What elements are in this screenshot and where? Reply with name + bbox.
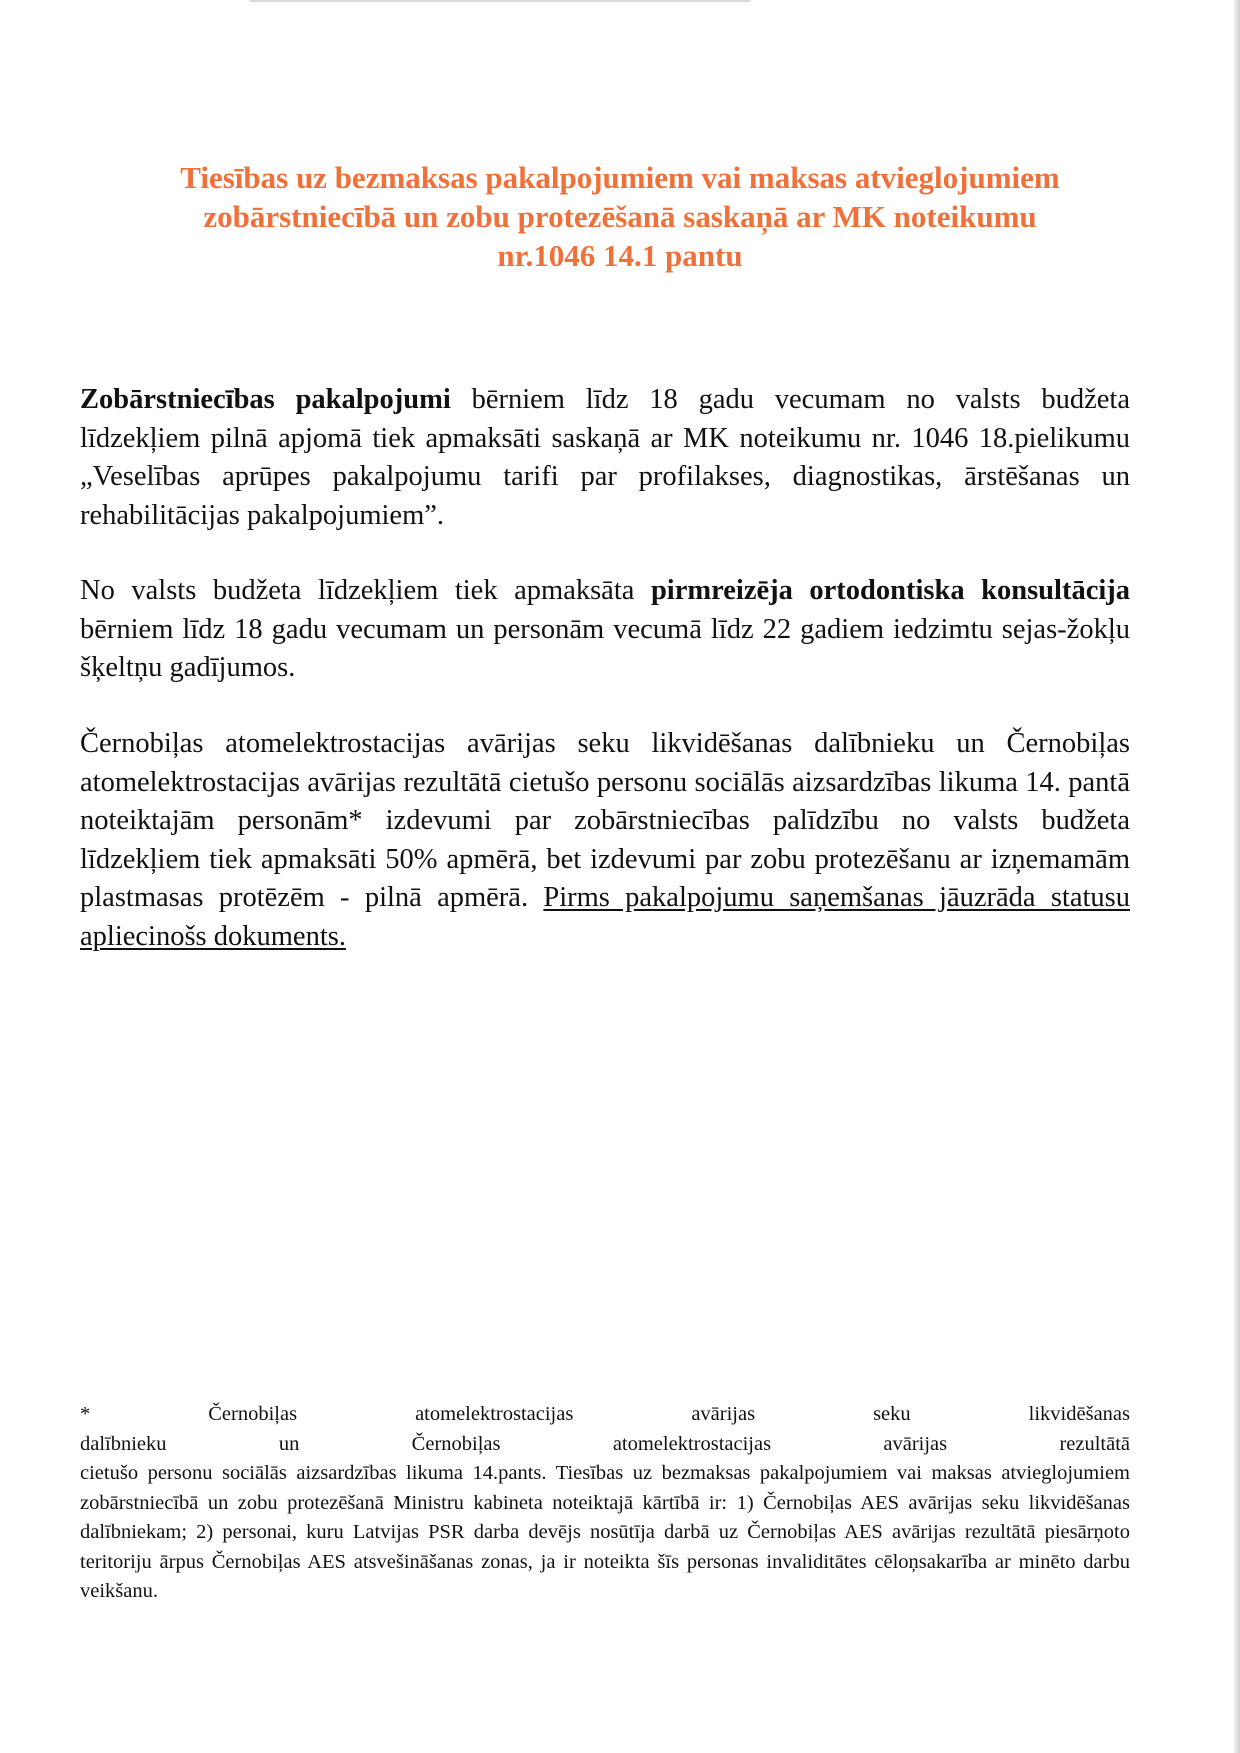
paragraph-chernobyl-persons <box>80 725 1130 956</box>
footnote-word: un <box>278 1432 300 1455</box>
title-line-1: Tiesības uz bezmaksas pakalpojumiem vai maksas atvieglojumiem <box>180 160 1060 195</box>
footnote-word: dalībnieku <box>80 1432 167 1455</box>
paragraph1-text: bērniem līdz 18 gadu vecumam no valsts budžeta līdzekļiem pilnā apjomā tiek apmaksāti saskaņā ar MK noteikumu nr. 1046 18.pielikumu „Veselības aprūpes pakalpojumu tarifi par profilakses, diagnostikas, ārstēšanas un rehabilitācijas pakalpojumiem”. <box>80 384 1130 531</box>
footnote-word: rezultātā <box>1059 1432 1130 1455</box>
paragraph1-bold-heading: Zobārstniecības pakalpojumi <box>80 384 451 415</box>
footnote-word: avārijas <box>691 1403 756 1425</box>
footnote-word: atomelektrostacijas <box>415 1403 574 1425</box>
footnote-word: avārijas <box>883 1432 948 1455</box>
footnote-word: seku <box>873 1403 911 1425</box>
title-line-2: zobārstniecībā un zobu protezēšanā saskaņā ar MK noteikumu <box>203 199 1037 234</box>
footnote-word: likvidēšanas <box>1028 1403 1130 1425</box>
paragraph3-text: Černobiļas atomelektrostacijas avārijas seku likvidēšanas dalībnieku un Černobiļas atomelektrostacijas avārijas rezultātā cietušo personu sociālās aizsardzības likuma 14. pantā noteiktajām personām* izdevumi par zobārstniecības palīdzību no valsts budžeta līdzekļiem tiek apmaksāti 50% apmērā, bet izdevumi par zobu protezēšanu ar izņemamām plastmasas protēzēm - pilnā apmērā. <box>80 728 1130 913</box>
footnote-asterisk: * <box>80 1403 91 1425</box>
paragraph-dental-services-children <box>80 381 1130 535</box>
document-title <box>60 158 1180 275</box>
footnote-word: Černobiļas <box>411 1432 501 1455</box>
footnote-line-1 <box>80 1400 1130 1430</box>
paragraph-orthodontic-consultation <box>80 572 1130 688</box>
footnote-line-2 <box>80 1430 1130 1460</box>
paragraph3-underlined-note: Pirms pakalpojumu saņemšanas jāuzrāda statusu apliecinošs dokuments. <box>80 882 1130 952</box>
footnote-word: Černobiļas <box>208 1403 298 1425</box>
paragraph2-text-start: No valsts budžeta līdzekļiem tiek apmaksāta <box>80 575 651 606</box>
paragraph2-text-end: bērniem līdz 18 gadu vecumam un personām vecumā līdz 22 gadiem iedzimtu sejas-žokļu šķeltņu gadījumos. <box>80 613 1130 683</box>
footnote <box>80 1400 1130 1607</box>
paragraph2-bold: pirmreizēja ortodontiska konsultācija <box>650 575 1130 606</box>
title-line-3: nr.1046 14.1 pantu <box>497 238 743 273</box>
scan-right-edge <box>1234 0 1240 1753</box>
scan-top-edge <box>250 0 750 2</box>
footnote-rest: cietušo personu sociālās aizsardzības likuma 14.pants. Tiesības uz bezmaksas pakalpojumiem vai maksas atvieglojumiem zobārstniecībā un zobu protezēšanā Ministru kabineta noteiktajā kārtībā ir: 1) Černobiļas AES avārijas seku likvidēšanas dalībniekam; 2) personai, kuru Latvijas PSR darba devējs nosūtīja darbā uz Černobiļas AES avārijas rezultātā piesārņoto teritoriju ārpus Černobiļas AES atsvešināšanas zonas, ja ir noteikta šīs personas invaliditātes cēloņsakarība ar minēto darbu veikšanu. <box>80 1462 1130 1602</box>
footnote-word: atomelektrostacijas <box>612 1432 772 1455</box>
